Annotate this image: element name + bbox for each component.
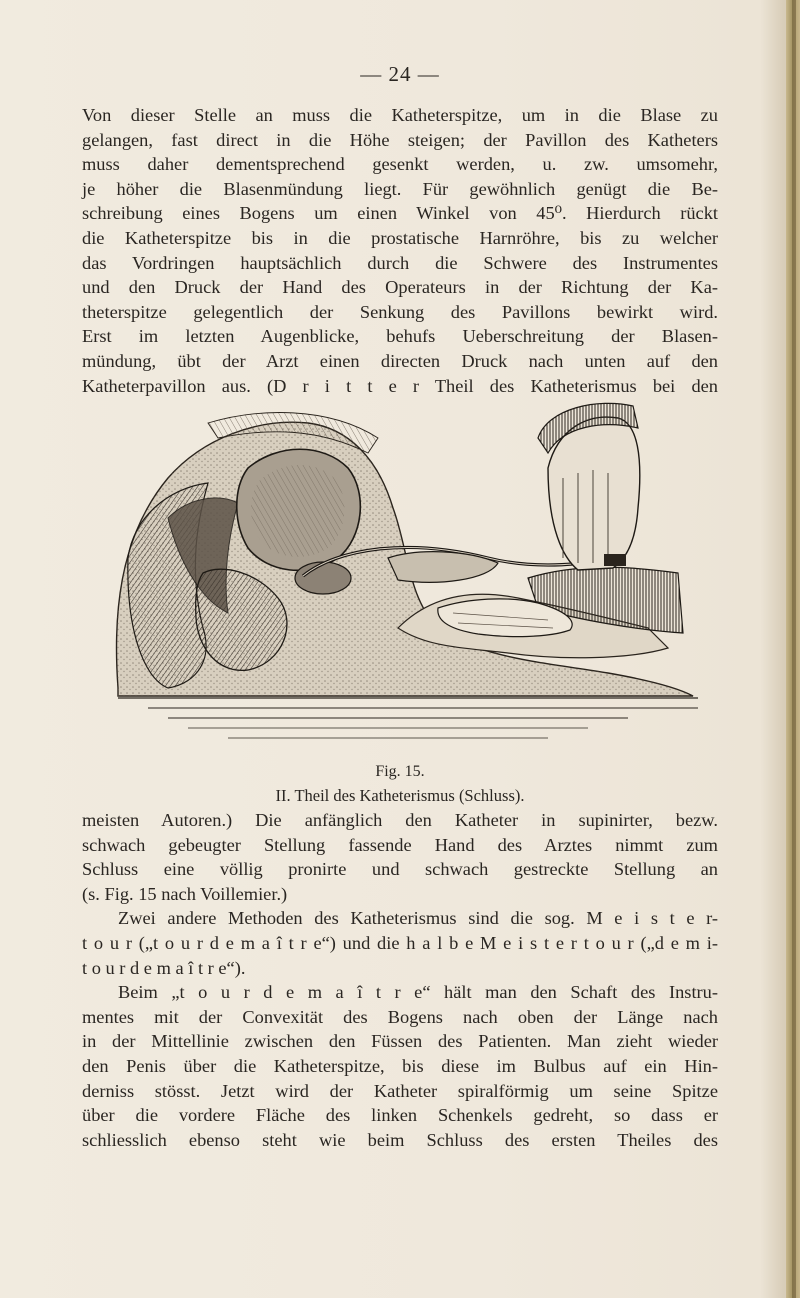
text-line: Zwei andere Methoden des Katheterismus sind die sog. M e i s t e r- (118, 908, 718, 929)
paragraph-bottom (82, 808, 718, 1152)
figure-label: Fig. 15. (375, 763, 425, 780)
text-line: mündung, übt der Arzt einen directen Druck nach unten auf den (82, 350, 718, 371)
anatomical-illustration (108, 398, 708, 758)
text-line: Von dieser Stelle an muss die Katheterspitze, um in die Blase zu (82, 105, 718, 125)
text-line: je höher die Blasenmündung liegt. Für gewöhnlich genügt die Be- (82, 178, 718, 199)
text-line: mentes mit der Convexität des Bogens nach oben der Länge nach (82, 1006, 718, 1027)
text-line: das Vordringen hauptsächlich durch die Schwere des Instrumentes (82, 252, 718, 273)
text-line: schliesslich ebenso steht wie beim Schluss des ersten Theiles des (82, 1129, 718, 1150)
paragraph-top (82, 103, 718, 398)
text-line: (s. Fig. 15 nach Voillemier.) (82, 883, 288, 904)
text-line: die Katheterspitze bis in die prostatische Harnröhre, bis zu welcher (82, 227, 718, 248)
text-line: schwach gebeugter Stellung fassende Hand des Arztes nimmt zum (82, 834, 718, 855)
page-edge-shadow (792, 0, 796, 1298)
table-lines (118, 698, 698, 738)
figure-caption: II. Theil des Katheterismus (Schluss). (275, 786, 525, 805)
text-line: theterspitze gelegentlich der Senkung des Pavillons bewirkt wird. (82, 301, 718, 322)
page-number: — 24 — (360, 62, 440, 86)
text-line: muss daher dementsprechend gesenkt werden, u. zw. umsomehr, (82, 154, 718, 175)
text-line: Beim „t o u r d e m a î t r e“ hält man den Schaft des Instru- (118, 982, 718, 1003)
text-line: meisten Autoren.) Die anfänglich den Katheter in supinirter, bezw. (82, 810, 718, 830)
catheter-pavillon (604, 554, 626, 566)
text-line: in der Mittellinie zwischen den Füssen des Patienten. Man zieht wieder (82, 1031, 718, 1052)
prostate (295, 562, 351, 594)
text-line: Katheterpavillon aus. (D r i t t e r Theil des Katheterismus bei den (82, 375, 718, 396)
text-line: derniss stösst. Jetzt wird der Katheter spiralförmig um seine Spitze (82, 1080, 718, 1101)
text-line: über die vordere Fläche des linken Schenkels gedreht, so dass er (82, 1105, 718, 1126)
text-line: Schluss eine völlig pronirte und schwach gestreckte Stellung an (82, 859, 718, 880)
text-line: t o u r d e m a î t r e“). (82, 957, 246, 978)
text-line: und den Druck der Hand des Operateurs in der Richtung der Ka- (82, 277, 718, 298)
operator-hand (548, 417, 640, 570)
text-line: t o u r („t o u r d e m a î t r e“) und die h a l b e M e i s t e r t o u r („d e m i- (82, 932, 718, 953)
text-line: schreibung eines Bogens um einen Winkel von 45⁰. Hierdurch rückt (82, 203, 718, 224)
text-line: Erst im letzten Augenblicke, behufs Ueberschreitung der Blasen- (82, 326, 718, 347)
text-line: den Penis über die Katheterspitze, bis diese im Bulbus auf ein Hin- (82, 1055, 718, 1076)
text-line: gelangen, fast direct in die Höhe steigen; der Pavillon des Katheters (82, 129, 718, 150)
